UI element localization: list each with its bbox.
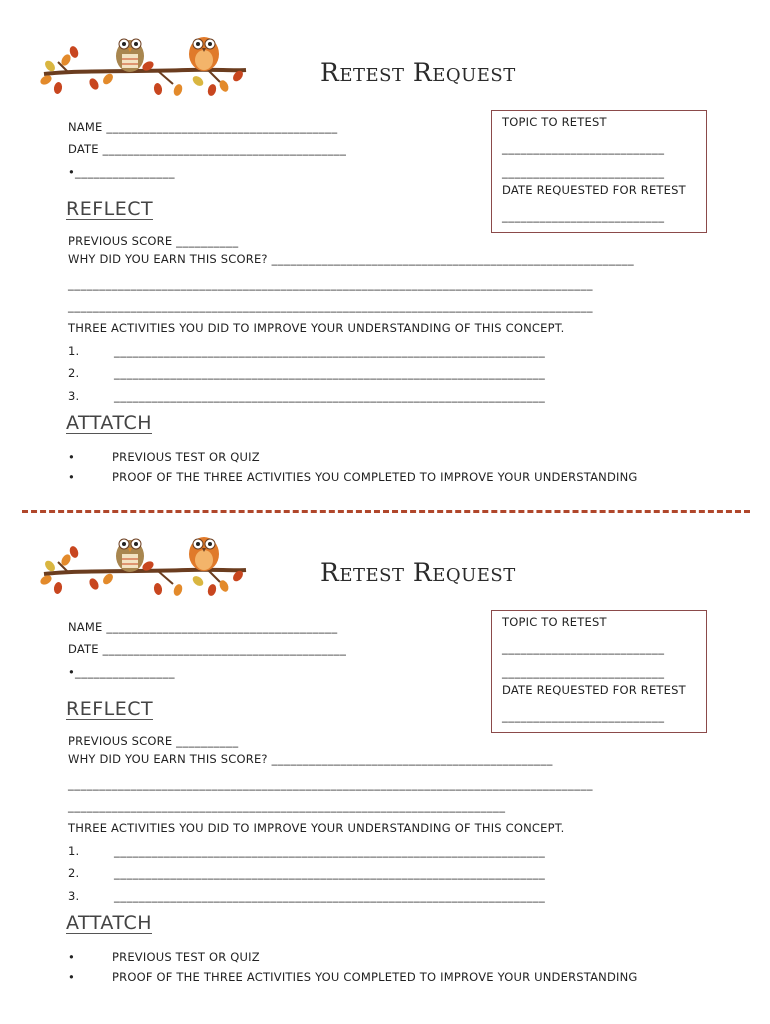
name-field[interactable]: NAME _____________________________________ xyxy=(68,620,338,634)
owl-left-icon xyxy=(116,539,144,572)
activity-row-2[interactable]: 2. _____________________________________________________________________ xyxy=(68,866,546,880)
topic-line-2[interactable]: __________________________ xyxy=(502,665,665,679)
owl-left-icon xyxy=(116,39,144,72)
why-line-2[interactable]: ____________________________________________________________________________________ xyxy=(68,777,593,791)
why-score-label: WHY DID YOU EARN THIS SCORE? xyxy=(68,752,268,766)
name-label: NAME xyxy=(68,620,103,634)
activities-prompt: THREE ACTIVITIES YOU DID TO IMPROVE YOUR UNDERSTANDING OF THIS CONCEPT. xyxy=(68,321,565,335)
date-field[interactable]: DATE _______________________________________ xyxy=(68,142,347,156)
activity-number-1: 1. xyxy=(68,344,80,358)
topic-label: TOPIC TO RETEST xyxy=(502,115,607,129)
attach-item-2 xyxy=(68,970,638,984)
date-label: DATE xyxy=(68,142,99,156)
previous-score-label: PREVIOUS SCORE xyxy=(68,234,173,248)
activity-number-2: 2. xyxy=(68,366,80,380)
owls-on-branch-illustration xyxy=(38,532,250,604)
date-field[interactable]: DATE _______________________________________ xyxy=(68,642,347,656)
why-line-3[interactable]: ____________________________________________________________________________________ xyxy=(68,299,593,313)
retest-form-bottom xyxy=(0,500,770,1000)
attach-item-1-text: PREVIOUS TEST OR QUIZ xyxy=(112,950,260,964)
activity-row-2[interactable]: 2. _____________________________________________________________________ xyxy=(68,366,546,380)
attach-item-1-text: PREVIOUS TEST OR QUIZ xyxy=(112,450,260,464)
form-title: Retest Request xyxy=(320,58,516,87)
date-label: DATE xyxy=(68,642,99,656)
previous-score-field[interactable]: PREVIOUS SCORE __________ xyxy=(68,234,239,248)
why-line-2[interactable]: ____________________________________________________________________________________ xyxy=(68,277,593,291)
attach-heading: ATTATCH xyxy=(66,412,152,434)
name-label: NAME xyxy=(68,120,103,134)
topic-box xyxy=(491,110,707,233)
activities-prompt: THREE ACTIVITIES YOU DID TO IMPROVE YOUR UNDERSTANDING OF THIS CONCEPT. xyxy=(68,821,565,835)
attach-item-2 xyxy=(68,470,638,484)
date-requested-label: DATE REQUESTED FOR RETEST xyxy=(502,683,686,697)
why-line-3[interactable]: ______________________________________________________________________ xyxy=(68,799,506,813)
topic-line-2[interactable]: __________________________ xyxy=(502,165,665,179)
attach-item-2-text: PROOF OF THE THREE ACTIVITIES YOU COMPLETED TO IMPROVE YOUR UNDERSTANDING xyxy=(112,970,638,984)
reflect-heading: REFLECT xyxy=(66,698,154,720)
activity-row-1[interactable]: 1. _____________________________________________________________________ xyxy=(68,844,546,858)
attach-heading: ATTATCH xyxy=(66,912,152,934)
bullet-icon: • xyxy=(68,970,75,984)
topic-label: TOPIC TO RETEST xyxy=(502,615,607,629)
activity-row-3[interactable]: 3. _____________________________________________________________________ xyxy=(68,389,546,403)
date-requested-line[interactable]: __________________________ xyxy=(502,209,665,223)
activity-number-1: 1. xyxy=(68,844,80,858)
activity-number-3: 3. xyxy=(68,889,80,903)
activity-row-1[interactable]: 1. _____________________________________________________________________ xyxy=(68,344,546,358)
period-marker: • xyxy=(68,165,75,179)
attach-item-2-text: PROOF OF THE THREE ACTIVITIES YOU COMPLETED TO IMPROVE YOUR UNDERSTANDING xyxy=(112,470,638,484)
owls-on-branch-illustration xyxy=(38,32,250,104)
topic-line-1[interactable]: __________________________ xyxy=(502,641,665,655)
topic-box xyxy=(491,610,707,733)
attach-item-1 xyxy=(68,950,260,964)
bullet-icon: • xyxy=(68,950,75,964)
why-score-label: WHY DID YOU EARN THIS SCORE? xyxy=(68,252,268,266)
why-score-field[interactable]: WHY DID YOU EARN THIS SCORE? _____________________________________________ xyxy=(68,752,553,766)
activity-number-3: 3. xyxy=(68,389,80,403)
period-field[interactable]: •________________ xyxy=(68,165,175,179)
date-requested-line[interactable]: __________________________ xyxy=(502,709,665,723)
period-field[interactable]: •________________ xyxy=(68,665,175,679)
period-marker: • xyxy=(68,665,75,679)
name-field[interactable]: NAME _____________________________________ xyxy=(68,120,338,134)
previous-score-field[interactable]: PREVIOUS SCORE __________ xyxy=(68,734,239,748)
owl-right-icon xyxy=(189,537,219,571)
form-title: Retest Request xyxy=(320,558,516,587)
topic-line-1[interactable]: __________________________ xyxy=(502,141,665,155)
reflect-heading: REFLECT xyxy=(66,198,154,220)
bullet-icon: • xyxy=(68,450,75,464)
activity-number-2: 2. xyxy=(68,866,80,880)
activity-row-3[interactable]: 3. _____________________________________________________________________ xyxy=(68,889,546,903)
owl-right-icon xyxy=(189,37,219,71)
why-score-field[interactable]: WHY DID YOU EARN THIS SCORE? __________________________________________________________ xyxy=(68,252,635,266)
bullet-icon: • xyxy=(68,470,75,484)
date-requested-label: DATE REQUESTED FOR RETEST xyxy=(502,183,686,197)
retest-form-top xyxy=(0,0,770,500)
previous-score-label: PREVIOUS SCORE xyxy=(68,734,173,748)
attach-item-1 xyxy=(68,450,260,464)
